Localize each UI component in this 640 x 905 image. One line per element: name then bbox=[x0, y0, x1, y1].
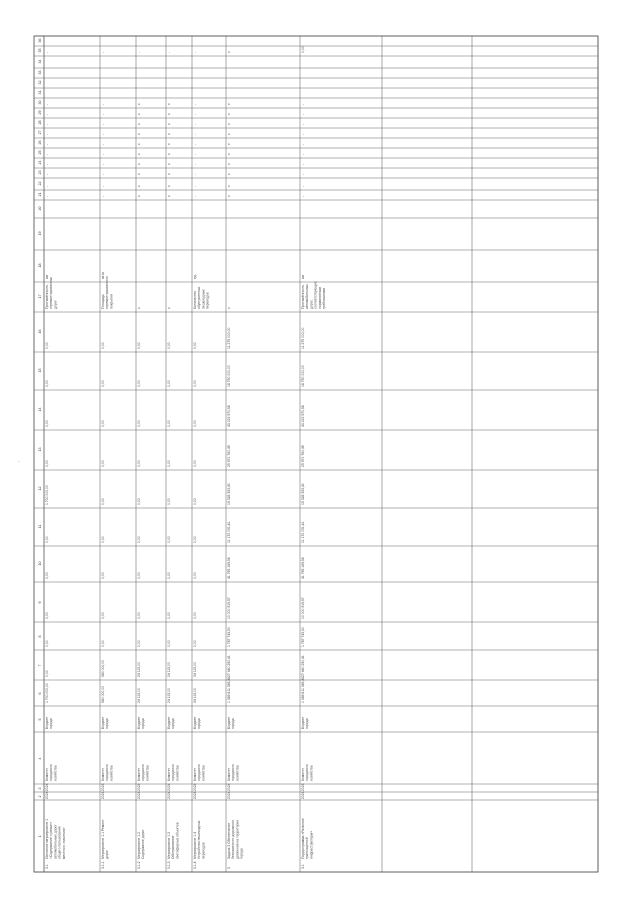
row-last-value: - bbox=[167, 51, 171, 53]
row-mark: x bbox=[167, 123, 171, 125]
row-mark: x bbox=[227, 195, 231, 197]
column-number: 34 bbox=[38, 59, 42, 64]
row-code: 3.1 bbox=[45, 864, 49, 869]
row-amount: 11 275 000,00 bbox=[227, 327, 231, 349]
row-name: Мероприятие 1.1 Ремонт bbox=[101, 819, 105, 859]
row-year: 2024 bbox=[101, 791, 105, 799]
row-period: 2024 bbox=[45, 783, 49, 791]
row-mark: x bbox=[227, 173, 231, 175]
row-department: Комитет bbox=[101, 768, 105, 781]
row-mark: - bbox=[101, 153, 105, 155]
row-unit: кв.м bbox=[101, 272, 105, 279]
row-amount: 10 000 919,57 bbox=[227, 597, 231, 619]
row-amount: 43 215 970,58 bbox=[227, 405, 231, 427]
row-department: Комитет bbox=[45, 768, 49, 781]
row-mark: x bbox=[167, 153, 171, 155]
row-amount: 0,00 bbox=[167, 342, 171, 349]
row-amount: 1 700 000,00 bbox=[45, 485, 49, 505]
row-mark: x bbox=[227, 153, 231, 155]
row-mark: x bbox=[137, 195, 141, 197]
column-number: 25 bbox=[38, 150, 42, 155]
row-funding-source: города bbox=[231, 718, 236, 729]
row-indicator: требованиям bbox=[322, 288, 326, 309]
row-amount: 0,00 bbox=[193, 536, 197, 543]
row-mark: x bbox=[137, 163, 141, 165]
row-funding-source: города bbox=[197, 718, 202, 729]
row-funding-source: Бюджет bbox=[137, 716, 141, 729]
row-last-value: x bbox=[227, 51, 231, 53]
row-mark: - bbox=[101, 133, 105, 135]
row-indicator: дорог bbox=[53, 300, 58, 309]
row-code: 3.1 bbox=[301, 864, 305, 869]
row-mark: x bbox=[227, 143, 231, 145]
row-department: хозяйства bbox=[235, 765, 240, 781]
row-mark: - bbox=[45, 103, 49, 105]
row-amount: 11 172 051,41 bbox=[227, 521, 231, 543]
row-name: транспортной bbox=[305, 837, 310, 859]
row-mark: - bbox=[101, 173, 105, 175]
row-mark: - bbox=[45, 143, 49, 145]
column-number: 35 bbox=[38, 48, 42, 53]
row-mark: - bbox=[101, 163, 105, 165]
row-funding-source: Бюджет bbox=[301, 716, 305, 729]
row-funding-source: города bbox=[105, 718, 110, 729]
row-funding-source: города bbox=[305, 718, 310, 729]
row-department: хозяйства bbox=[201, 765, 206, 781]
row-amount: 0,00 bbox=[101, 498, 105, 505]
row-amount: 27 440 290,41 bbox=[301, 655, 305, 677]
row-amount: 0,00 bbox=[167, 498, 171, 505]
row-mark: - bbox=[45, 195, 49, 197]
row-amount: 0,00 bbox=[101, 460, 105, 467]
column-number: 14 bbox=[38, 407, 42, 412]
row-indicator: x bbox=[167, 307, 171, 309]
column-number: 19 bbox=[38, 231, 42, 236]
row-department: хозяйства bbox=[175, 765, 180, 781]
row-mark: - bbox=[301, 173, 305, 175]
row-period: 2024 bbox=[193, 783, 197, 791]
row-mark: x bbox=[167, 143, 171, 145]
row-indicator: Площадь bbox=[101, 294, 105, 309]
row-amount: 0,00 bbox=[137, 640, 141, 647]
row-name: Мероприятие 1.2 bbox=[137, 832, 141, 859]
row-amount: 0,00 bbox=[167, 420, 171, 427]
column-number: 31 bbox=[38, 90, 42, 95]
row-year: 2024 bbox=[193, 791, 197, 799]
row-amount: 1 389 811 345,86 bbox=[227, 676, 231, 703]
row-amount: 0,00 bbox=[45, 640, 49, 647]
row-amount: 0,00 bbox=[193, 342, 197, 349]
row-funding-source: Бюджет bbox=[227, 716, 231, 729]
row-name: автомобильных дорог bbox=[53, 824, 58, 859]
row-amount: 0,00 bbox=[193, 572, 197, 579]
row-department: городского bbox=[49, 764, 54, 781]
row-name: Основное мероприятие 1 bbox=[45, 818, 49, 859]
row-last-value: 0,00 bbox=[301, 46, 305, 53]
row-mark: x bbox=[137, 103, 141, 105]
row-mark: x bbox=[137, 123, 141, 125]
row-department: хозяйства bbox=[309, 765, 314, 781]
row-indicator: дорог, bbox=[309, 299, 314, 309]
row-amount: 0,00 bbox=[167, 536, 171, 543]
row-year: 2024 bbox=[301, 791, 305, 799]
column-number: 22 bbox=[38, 181, 42, 186]
row-department: Комитет bbox=[301, 768, 305, 781]
row-department: хозяйства bbox=[53, 765, 58, 781]
row-last-value: - bbox=[193, 51, 197, 53]
column-number: 28 bbox=[38, 120, 42, 125]
row-amount: 25 971 760,49 bbox=[227, 445, 231, 467]
row-indicator: нормативным bbox=[317, 287, 322, 309]
row-period: 2024 bbox=[137, 783, 141, 791]
row-name: Содержание дорог bbox=[141, 829, 146, 859]
row-name: Подпрограмма «Развитие bbox=[301, 818, 305, 859]
row-period: 2024 bbox=[101, 783, 105, 791]
row-amount: 1 787 743,50 bbox=[301, 627, 305, 647]
row-amount: 0,00 bbox=[193, 498, 197, 505]
row-amount: 34 115,00 bbox=[193, 662, 197, 677]
row-amount: 0,00 bbox=[167, 380, 171, 387]
row-mark: - bbox=[193, 195, 197, 197]
row-mark: x bbox=[227, 185, 231, 187]
row-department: городского bbox=[171, 764, 176, 781]
row-indicator: x bbox=[227, 307, 231, 309]
row-name: Задача 3 Обеспечение bbox=[227, 822, 231, 859]
row-name: безопасности дорожного bbox=[231, 819, 236, 859]
column-number: 7 bbox=[38, 664, 42, 667]
row-mark: - bbox=[45, 153, 49, 155]
row-mark: x bbox=[167, 133, 171, 135]
row-amount: 0,00 bbox=[101, 380, 105, 387]
row-indicator: отремонтированных bbox=[49, 277, 54, 309]
row-amount: 24 115,00 bbox=[167, 662, 171, 677]
row-amount: 0,00 bbox=[193, 612, 197, 619]
row-mark: - bbox=[301, 195, 305, 197]
column-number: 24 bbox=[38, 160, 42, 165]
row-last-value: - bbox=[45, 51, 49, 53]
row-mark: - bbox=[45, 123, 49, 125]
row-amount: 0,00 bbox=[45, 342, 49, 349]
row-funding-source: Бюджет bbox=[101, 716, 105, 729]
row-mark: - bbox=[101, 113, 105, 115]
row-amount: 0,00 bbox=[45, 380, 49, 387]
row-mark: x bbox=[167, 163, 171, 165]
row-mark: x bbox=[137, 113, 141, 115]
row-amount: 43 215 970,58 bbox=[301, 405, 305, 427]
column-number: 16 bbox=[38, 329, 42, 334]
row-funding-source: города bbox=[141, 718, 146, 729]
row-amount: 0,00 bbox=[101, 342, 105, 349]
row-department: Комитет bbox=[167, 768, 171, 781]
row-period: 2024 bbox=[301, 783, 305, 791]
row-amount: 0,00 bbox=[193, 380, 197, 387]
column-number: 12 bbox=[38, 486, 42, 491]
row-mark: x bbox=[137, 133, 141, 135]
row-amount: 1 787 743,50 bbox=[227, 627, 231, 647]
column-number: 36 bbox=[38, 38, 42, 43]
column-number: 20 bbox=[38, 206, 42, 211]
row-mark: - bbox=[301, 143, 305, 145]
column-number: 2 bbox=[38, 795, 42, 798]
column-number: 8 bbox=[38, 635, 42, 638]
row-amount: 0,00 bbox=[137, 536, 141, 543]
row-funding-source: Бюджет bbox=[193, 716, 197, 729]
table-frame bbox=[34, 36, 598, 872]
column-number: 27 bbox=[38, 130, 42, 135]
row-amount: 1 700 000,00 bbox=[45, 683, 49, 703]
row-mark: - bbox=[301, 185, 305, 187]
row-amount: 0,00 bbox=[167, 640, 171, 647]
column-number: 30 bbox=[38, 100, 42, 105]
row-amount: 0,00 bbox=[137, 420, 141, 427]
row-amount: 580 000,00 bbox=[101, 660, 105, 677]
row-last-value: - bbox=[137, 51, 141, 53]
row-mark: - bbox=[301, 123, 305, 125]
column-number: 11 bbox=[38, 524, 42, 529]
row-department: хозяйства bbox=[109, 765, 114, 781]
row-amount: 0,00 bbox=[101, 572, 105, 579]
row-year: 2024 bbox=[227, 791, 231, 799]
row-indicator: Количество bbox=[193, 290, 197, 309]
column-number: 32 bbox=[38, 80, 42, 85]
row-name: Мероприятие 1.4 bbox=[193, 832, 197, 859]
row-mark: - bbox=[193, 185, 197, 187]
row-indicator: соответствующих bbox=[313, 281, 318, 309]
column-number: 10 bbox=[38, 561, 42, 566]
row-code: 3.1.2 bbox=[137, 861, 141, 869]
row-mark: - bbox=[101, 195, 105, 197]
row-amount: 0,00 bbox=[193, 460, 197, 467]
row-department: Комитет bbox=[193, 768, 197, 781]
row-indicator: Протяжённость bbox=[45, 284, 49, 309]
row-amount: 0,00 bbox=[193, 640, 197, 647]
row-department: городского bbox=[231, 764, 236, 781]
row-amount: 18 750 000,00 bbox=[301, 365, 305, 387]
row-amount: 41 765 169,56 bbox=[301, 557, 305, 579]
row-amount: 0,00 bbox=[137, 342, 141, 349]
row-mark: x bbox=[227, 103, 231, 105]
row-indicator: Протяжённость bbox=[301, 284, 305, 309]
row-mark: - bbox=[193, 153, 197, 155]
row-amount: 19 328 353,40 bbox=[301, 483, 305, 505]
row-mark: x bbox=[227, 163, 231, 165]
column-number: 23 bbox=[38, 170, 42, 175]
row-year: 2024 bbox=[167, 791, 171, 799]
column-number: 18 bbox=[38, 263, 42, 268]
row-mark: - bbox=[193, 133, 197, 135]
row-amount: 580 000,00 bbox=[101, 686, 105, 703]
column-number: 4 bbox=[38, 757, 42, 760]
row-code: 3.1.4 bbox=[193, 861, 197, 869]
row-amount: 11 172 051,41 bbox=[301, 521, 305, 543]
row-mark: - bbox=[45, 133, 49, 135]
column-number: 13 bbox=[38, 447, 42, 452]
row-mark: x bbox=[167, 185, 171, 187]
row-amount: 0,00 bbox=[101, 420, 105, 427]
column-number: 3 bbox=[38, 787, 42, 790]
row-name: светофорных объектов bbox=[175, 822, 180, 859]
row-amount: 0,00 bbox=[45, 420, 49, 427]
row-mark: - bbox=[45, 173, 49, 175]
row-department: городского bbox=[197, 764, 202, 781]
row-mark: - bbox=[301, 163, 305, 165]
row-mark: - bbox=[301, 103, 305, 105]
row-amount: 24 115,00 bbox=[137, 688, 141, 703]
row-mark: - bbox=[193, 123, 197, 125]
row-mark: - bbox=[101, 143, 105, 145]
row-amount: 0,00 bbox=[167, 572, 171, 579]
column-number: 33 bbox=[38, 70, 42, 75]
row-mark: - bbox=[301, 153, 305, 155]
row-amount: 24 115,00 bbox=[167, 688, 171, 703]
row-mark: - bbox=[101, 123, 105, 125]
row-amount: 0,00 bbox=[45, 536, 49, 543]
row-amount: 0,00 bbox=[45, 670, 49, 677]
row-name: переходов bbox=[201, 842, 206, 859]
row-indicator: обустроенных bbox=[197, 286, 202, 309]
row-mark: x bbox=[227, 123, 231, 125]
row-funding-source: города bbox=[171, 718, 176, 729]
column-number: 1 bbox=[38, 835, 42, 838]
row-department: городского bbox=[141, 764, 146, 781]
row-amount: 19 328 353,40 bbox=[227, 483, 231, 505]
row-period: 2024 bbox=[227, 783, 231, 791]
row-mark: - bbox=[301, 113, 305, 115]
row-period: 2024 bbox=[167, 783, 171, 791]
row-name: инфраструктуры» bbox=[309, 830, 314, 859]
row-mark: x bbox=[167, 103, 171, 105]
row-indicator: отремонтированного bbox=[105, 276, 110, 309]
column-number: 17 bbox=[38, 294, 42, 299]
row-mark: - bbox=[45, 163, 49, 165]
page-mark: - bbox=[18, 458, 20, 463]
row-mark: - bbox=[45, 113, 49, 115]
row-amount: 0,00 bbox=[137, 572, 141, 579]
row-indicator: переходов bbox=[205, 292, 210, 309]
row-unit: ед. bbox=[193, 274, 197, 279]
row-department: Комитет bbox=[227, 768, 231, 781]
row-amount: 27 440 290,41 bbox=[227, 655, 231, 677]
row-code: 3 bbox=[227, 867, 231, 869]
row-amount: 0,00 bbox=[137, 498, 141, 505]
row-last-value: - bbox=[101, 51, 105, 53]
row-name: города bbox=[239, 848, 244, 859]
row-name: Обслуживание bbox=[171, 835, 176, 859]
row-mark: - bbox=[193, 163, 197, 165]
column-number: 6 bbox=[38, 692, 42, 695]
row-department: городского bbox=[105, 764, 110, 781]
row-mark: x bbox=[227, 113, 231, 115]
row-amount: 0,00 bbox=[137, 380, 141, 387]
row-department: Комитет bbox=[137, 768, 141, 781]
row-mark: - bbox=[193, 113, 197, 115]
column-number: 26 bbox=[38, 140, 42, 145]
row-amount: 0,00 bbox=[45, 572, 49, 579]
row-amount: 41 765 169,56 bbox=[227, 557, 231, 579]
row-name: «Содержание и ремонт bbox=[49, 822, 54, 859]
row-indicator: x bbox=[137, 307, 141, 309]
row-amount: 1 389 811 345,86 bbox=[301, 676, 305, 703]
column-number: 15 bbox=[38, 368, 42, 373]
row-indicator: пешеходных bbox=[201, 289, 206, 309]
column-number: 5 bbox=[38, 718, 42, 721]
row-name: местного значения» bbox=[61, 827, 66, 859]
row-amount: 0,00 bbox=[45, 460, 49, 467]
row-code: 3.1.3 bbox=[167, 861, 171, 869]
row-funding-source: Бюджет bbox=[45, 716, 49, 729]
row-amount: 0,00 bbox=[137, 460, 141, 467]
row-mark: - bbox=[301, 133, 305, 135]
row-amount: 25 971 760,49 bbox=[301, 445, 305, 467]
row-amount: 11 275 000,00 bbox=[301, 327, 305, 349]
row-department: городского bbox=[305, 764, 310, 781]
row-amount: 0,00 bbox=[137, 612, 141, 619]
row-indicator: покрытия bbox=[109, 294, 114, 309]
row-mark: x bbox=[137, 173, 141, 175]
row-amount: 0,00 bbox=[101, 612, 105, 619]
row-name: дорог bbox=[105, 850, 110, 859]
row-year: 2024 bbox=[45, 791, 49, 799]
row-unit: км bbox=[45, 275, 49, 279]
row-amount: 34 115,00 bbox=[193, 688, 197, 703]
row-code: 3.1.1 bbox=[101, 861, 105, 869]
row-name: Устройство пешеходных bbox=[197, 820, 202, 859]
row-amount: 0,00 bbox=[167, 460, 171, 467]
row-amount: 0,00 bbox=[193, 420, 197, 427]
row-unit: км bbox=[301, 275, 305, 279]
column-number: 21 bbox=[38, 192, 42, 197]
row-mark: - bbox=[45, 185, 49, 187]
row-funding-source: Бюджет bbox=[167, 716, 171, 729]
row-mark: x bbox=[227, 133, 231, 135]
row-amount: 10 000 919,57 bbox=[301, 597, 305, 619]
row-mark: x bbox=[137, 185, 141, 187]
row-amount: 0,00 bbox=[45, 612, 49, 619]
row-mark: x bbox=[167, 113, 171, 115]
column-number: 29 bbox=[38, 110, 42, 115]
row-amount: 0,00 bbox=[101, 536, 105, 543]
column-number: 9 bbox=[38, 601, 42, 604]
row-mark: x bbox=[137, 143, 141, 145]
row-mark: x bbox=[167, 195, 171, 197]
row-mark: x bbox=[167, 173, 171, 175]
row-amount: 0,00 bbox=[167, 612, 171, 619]
row-mark: - bbox=[101, 103, 105, 105]
row-department: хозяйства bbox=[145, 765, 150, 781]
row-mark: - bbox=[193, 143, 197, 145]
row-name: Мероприятие 1.3 bbox=[167, 832, 171, 859]
row-mark: - bbox=[193, 103, 197, 105]
row-funding-source: города bbox=[49, 718, 54, 729]
row-amount: 0,00 bbox=[101, 640, 105, 647]
row-name: общего пользования bbox=[57, 826, 62, 859]
row-mark: x bbox=[137, 153, 141, 155]
row-indicator: автомобильных bbox=[305, 284, 310, 309]
row-mark: - bbox=[101, 185, 105, 187]
row-name: движения на территории bbox=[235, 819, 240, 859]
row-amount: 24 115,00 bbox=[137, 662, 141, 677]
row-year: 2024 bbox=[137, 791, 141, 799]
row-amount: 18 750 000,00 bbox=[227, 365, 231, 387]
row-mark: - bbox=[193, 173, 197, 175]
